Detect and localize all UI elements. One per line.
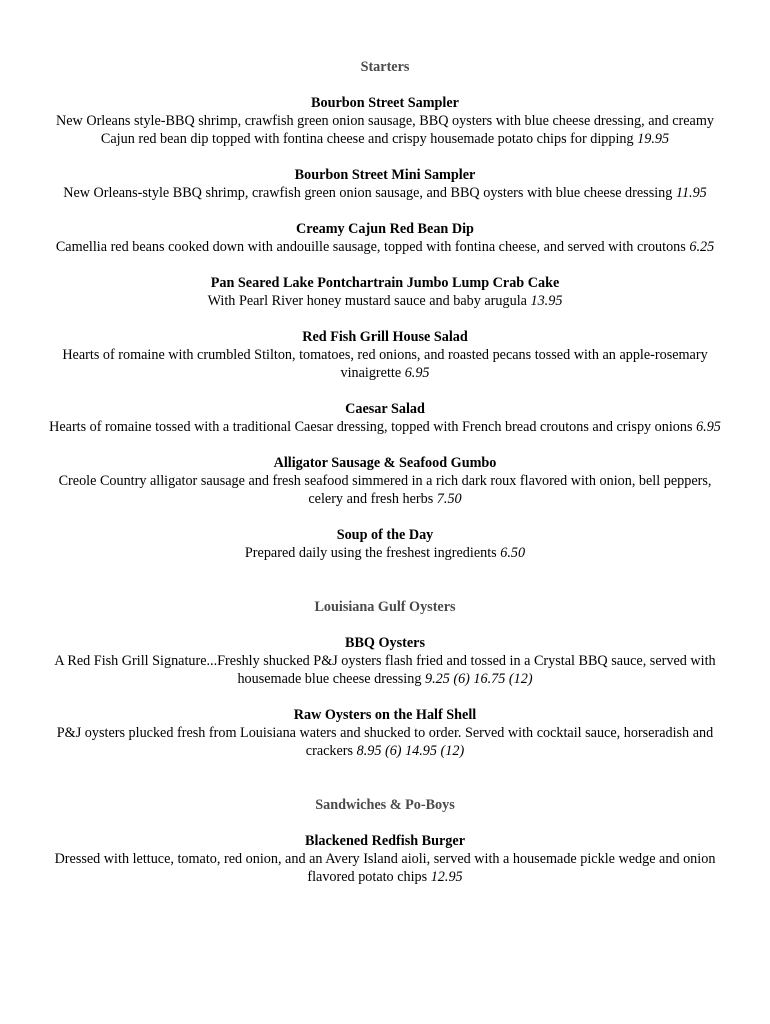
menu-item-description-line [40, 346, 730, 382]
menu-item [40, 328, 730, 382]
menu-item [40, 526, 730, 562]
menu-item-description-line [40, 238, 730, 256]
menu-item-description-line [40, 112, 730, 148]
menu-item-description-line [40, 652, 730, 688]
menu-item [40, 832, 730, 886]
menu-item-description: A Red Fish Grill Signature...Freshly shucked P&J oysters flash fried and tossed in a Crystal BBQ sauce, served with housemade blue cheese dressing [54, 653, 716, 687]
section-title: Sandwiches & Po-Boys [315, 797, 455, 813]
menu-item [40, 400, 730, 436]
menu-item-description-line [40, 184, 730, 202]
menu-item [40, 94, 730, 148]
menu-item-price: 6.95 [404, 365, 430, 381]
menu-item-name: Pan Seared Lake Pontchartrain Jumbo Lump Crab Cake [210, 275, 560, 291]
menu-item-price: 7.50 [436, 491, 462, 507]
menu-item-description: Creole Country alligator sausage and fresh seafood simmered in a rich dark roux flavored with onion, bell peppers, celery and fresh herbs [58, 473, 712, 507]
menu-item-description: New Orleans-style BBQ shrimp, crawfish green onion sausage, and BBQ oysters with blue cheese dressing [63, 185, 673, 201]
menu-section [40, 58, 730, 562]
section-title: Starters [360, 59, 410, 75]
menu-section [40, 796, 730, 886]
menu-item [40, 454, 730, 508]
menu-item-name: Raw Oysters on the Half Shell [293, 707, 477, 723]
menu-item-description-line [40, 724, 730, 760]
menu-item-description: Dressed with lettuce, tomato, red onion, and an Avery Island aioli, served with a housemade pickle wedge and onion flavored potato chips [54, 851, 716, 885]
menu-item-price: 6.95 [696, 419, 721, 435]
menu-item-price: 11.95 [675, 185, 707, 201]
menu-item-price: 6.25 [689, 239, 715, 255]
menu-section [40, 598, 730, 760]
menu-items [40, 634, 730, 760]
menu-item-price: 13.95 [530, 293, 563, 309]
menu-item-description-line [40, 850, 730, 886]
menu-item-description-line [40, 472, 730, 508]
menu-item-price: 8.95 (6) 14.95 (12) [356, 743, 465, 759]
menu-item-name: Alligator Sausage & Seafood Gumbo [273, 455, 497, 471]
menu-item [40, 220, 730, 256]
menu-item-price: 9.25 (6) 16.75 (12) [424, 671, 533, 687]
menu-items [40, 94, 730, 562]
menu-item-description-line [40, 544, 730, 562]
menu-item [40, 706, 730, 760]
menu-item-description: Camellia red beans cooked down with andouille sausage, topped with fontina cheese, and served with croutons [55, 239, 686, 255]
menu-item-description-line [40, 418, 730, 436]
menu-item-description: New Orleans style-BBQ shrimp, crawfish green onion sausage, BBQ oysters with blue cheese dressing, and creamy Cajun red bean dip topped with fontina cheese and crispy housemade potato chips for dipping [56, 113, 714, 147]
menu-item-name: BBQ Oysters [345, 635, 425, 651]
menu-item-description: With Pearl River honey mustard sauce and baby arugula [207, 293, 527, 309]
menu-item-description: P&J oysters plucked fresh from Louisiana waters and shucked to order. Served with cocktail sauce, horseradish and crackers [56, 725, 714, 759]
menu-item-description: Hearts of romaine tossed with a traditional Caesar dressing, topped with French bread croutons and crispy onions [49, 419, 693, 435]
menu-page [40, 58, 730, 886]
menu-item-price: 6.50 [500, 545, 526, 561]
menu-item-name: Creamy Cajun Red Bean Dip [296, 221, 474, 237]
menu-item-price: 19.95 [637, 131, 670, 147]
menu-item-price: 12.95 [430, 869, 463, 885]
menu-item [40, 166, 730, 202]
menu-items [40, 832, 730, 886]
menu-item-name: Caesar Salad [345, 401, 425, 417]
menu-item-name: Bourbon Street Sampler [311, 95, 459, 111]
menu-item-name: Blackened Redfish Burger [304, 833, 465, 849]
menu-item-description: Prepared daily using the freshest ingredients [244, 545, 497, 561]
menu-item [40, 274, 730, 310]
menu-item [40, 634, 730, 688]
menu-item-description-line [40, 292, 730, 310]
menu-item-name: Red Fish Grill House Salad [302, 329, 468, 345]
menu-item-description: Hearts of romaine with crumbled Stilton, tomatoes, red onions, and roasted pecans tossed with an apple-rosemary vinaigrette [62, 347, 708, 381]
section-title: Louisiana Gulf Oysters [314, 599, 456, 615]
menu-item-name: Soup of the Day [336, 527, 434, 543]
menu-item-name: Bourbon Street Mini Sampler [294, 167, 476, 183]
